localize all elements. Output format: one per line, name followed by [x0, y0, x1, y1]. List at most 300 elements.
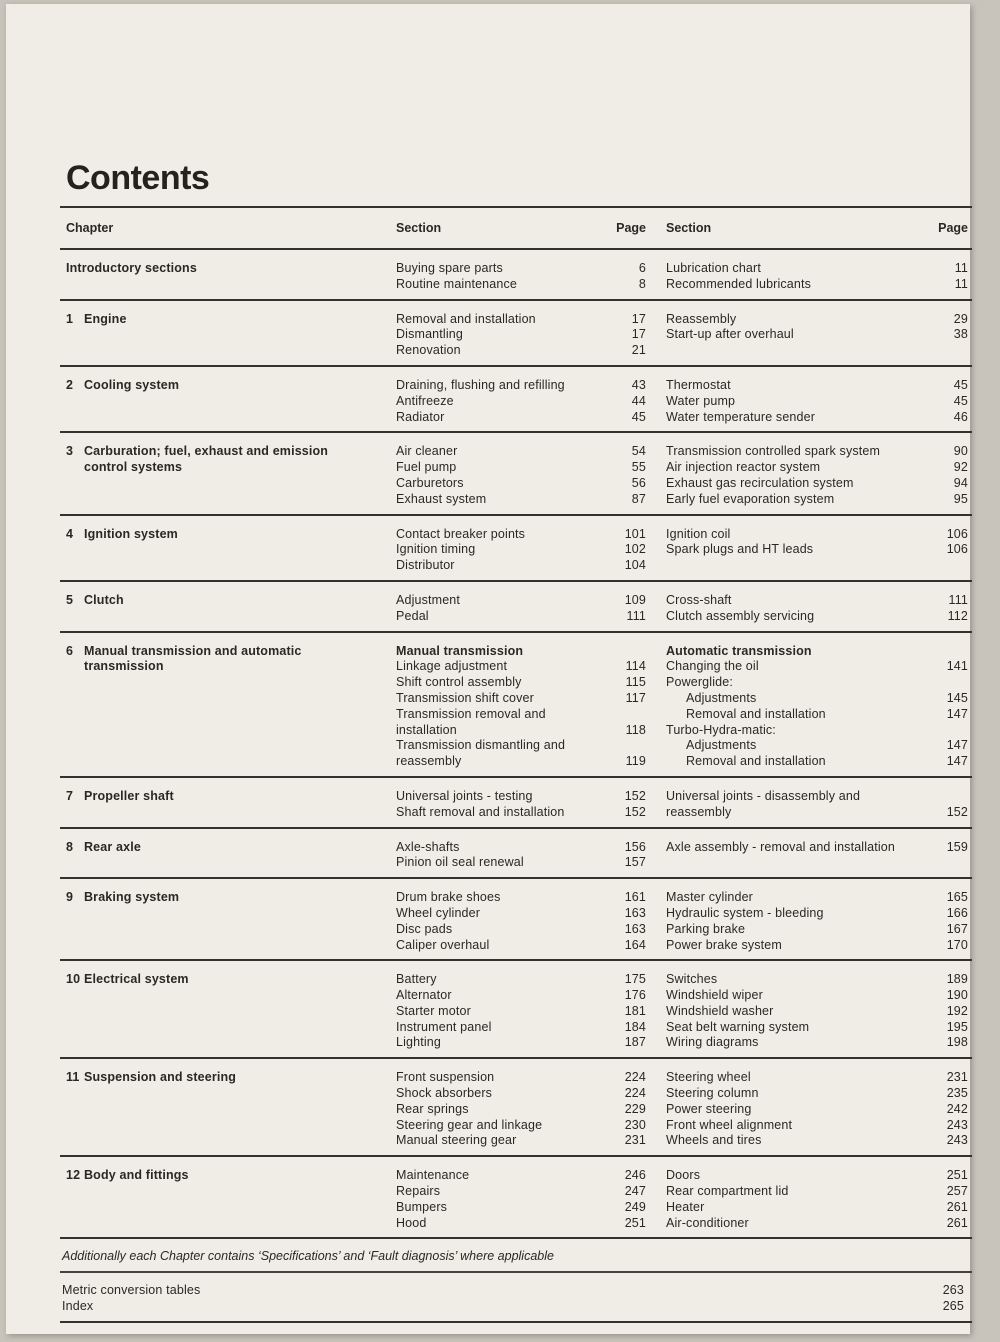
section-entry: Radiator [396, 409, 445, 424]
section-entry: Clutch assembly servicing [666, 608, 815, 623]
chapter-name-line [66, 312, 392, 328]
page-number: 249 [624, 1199, 646, 1214]
section-entry: Water pump [666, 393, 736, 408]
chapter-title [60, 593, 392, 625]
page-column-right [912, 378, 968, 425]
page-number: 115 [625, 675, 646, 690]
section-entry: Axle assembly - removal and installation [666, 839, 896, 854]
section-entry: Windshield wiper [666, 988, 763, 1003]
section-entry: Changing the oil [666, 659, 759, 674]
page-number: 192 [946, 1003, 968, 1018]
section-column-right [666, 972, 912, 1051]
section-entry: Lubrication chart [666, 261, 761, 275]
page-number: 94 [953, 475, 968, 490]
page-number [912, 558, 968, 574]
chapter-number: 1 [66, 311, 74, 326]
section-entry: Front wheel alignment [666, 1117, 793, 1132]
page-number: 231 [624, 1133, 646, 1148]
header-section-left: Section [396, 221, 442, 235]
chapter-name-line [66, 1168, 392, 1184]
chapter-name: Propeller shaft [84, 788, 174, 803]
section-entry: Removal and installation [396, 311, 536, 326]
document-page [6, 4, 970, 1334]
page-number: 247 [624, 1184, 646, 1199]
page-number: 114 [625, 659, 646, 674]
section-entry: Dismantling [396, 327, 463, 342]
end-matter-labels [60, 1283, 932, 1315]
chapter-name: Ignition system [84, 526, 178, 541]
page-number: 109 [624, 592, 646, 607]
page-number: 251 [624, 1215, 646, 1230]
chapter-name: Rear axle [84, 839, 141, 854]
chapter-title [60, 890, 392, 953]
section-entry: Heater [666, 1199, 705, 1214]
section-entry: Air injection reactor system [666, 460, 821, 475]
chapter-name-line [66, 972, 392, 988]
page-number: 242 [946, 1101, 968, 1116]
page-column-left [582, 312, 646, 359]
chapter-title [60, 1070, 392, 1149]
header-section-right: Section [666, 221, 712, 235]
page-column-right [912, 840, 968, 872]
page-number: 161 [624, 890, 646, 905]
chapter-title [60, 444, 392, 507]
section-entry: Early fuel evaporation system [666, 491, 835, 506]
chapter-name: Suspension and steering [84, 1070, 237, 1085]
section-entry: Steering gear and linkage [396, 1117, 543, 1132]
chapter-row [60, 1157, 972, 1237]
page-column-right [912, 1168, 968, 1231]
page-number [582, 738, 646, 754]
section-column-right [666, 378, 912, 425]
page-number: 187 [624, 1035, 646, 1050]
section-column-right [666, 1168, 912, 1231]
page-number: 45 [953, 377, 968, 392]
header-page-right: Page [938, 221, 968, 235]
page-number: 8 [638, 276, 646, 291]
section-entry: Alternator [396, 988, 452, 1003]
chapter-number: 6 [66, 643, 74, 658]
chapter-title [60, 378, 392, 425]
page-column-right [912, 1070, 968, 1149]
section-column-left [392, 593, 582, 625]
page-number: 11 [954, 261, 968, 275]
chapter-row [60, 961, 972, 1057]
section-entry: Water temperature sender [666, 409, 816, 424]
section-entry: Transmission dismantling and [396, 738, 566, 753]
chapter-number: 10 [66, 972, 81, 987]
page-number: 117 [625, 690, 646, 705]
page-number: 55 [631, 460, 646, 475]
section-entry: Ignition timing [396, 542, 476, 557]
page-number: 157 [624, 855, 646, 870]
page-number [912, 855, 968, 871]
chapter-title [60, 840, 392, 872]
section-entry: Wheels and tires [666, 1133, 762, 1148]
section-column-right [666, 789, 912, 821]
section-entry: Turbo-Hydra-matic: [666, 722, 776, 737]
chapter-number: 3 [66, 444, 74, 459]
page-number [912, 675, 968, 691]
page-number: 147 [946, 706, 968, 721]
page-column-right [912, 890, 968, 953]
page-number: 43 [631, 377, 646, 392]
page-column-left [582, 840, 646, 872]
section-entry: Doors [666, 1168, 701, 1183]
end-item-label: Index [62, 1298, 94, 1313]
page-number: 141 [946, 659, 968, 674]
page-number: 152 [624, 788, 646, 803]
page-number: 90 [953, 444, 968, 459]
section-entry: Rear springs [396, 1101, 469, 1116]
page-number: 101 [624, 526, 646, 541]
page-number: 17 [631, 327, 646, 342]
page-number: 111 [626, 608, 646, 623]
page-number: 92 [953, 460, 968, 475]
chapter-row [60, 778, 972, 827]
page-column-left [582, 890, 646, 953]
chapter-list [60, 250, 972, 1239]
section-column-left [392, 312, 582, 359]
page-number: 235 [946, 1086, 968, 1101]
contents-table [60, 206, 972, 1323]
section-entry: Exhaust gas recirculation system [666, 475, 854, 490]
section-entry: Maintenance [396, 1168, 470, 1183]
chapter-title [60, 789, 392, 821]
section-entry: Instrument panel [396, 1019, 492, 1034]
chapter-title [60, 527, 392, 574]
page-number: 230 [624, 1117, 646, 1132]
page-number: 11 [954, 276, 968, 291]
chapter-number: 7 [66, 788, 74, 803]
page-column-right [912, 593, 968, 625]
header-chapter: Chapter [66, 221, 114, 235]
page-number [582, 644, 646, 660]
section-column-right [666, 527, 912, 574]
end-item-page: 265 [942, 1298, 964, 1313]
chapter-name-line [66, 527, 392, 543]
chapter-name: transmission [84, 659, 164, 674]
section-entry: Caliper overhaul [396, 937, 490, 952]
page-number: 106 [946, 526, 968, 541]
section-entry: Shock absorbers [396, 1086, 493, 1101]
chapter-row [60, 582, 972, 631]
page-number: 147 [946, 754, 968, 769]
bottom-rule [60, 1321, 972, 1323]
chapter-name-line [66, 890, 392, 906]
page-number: 54 [631, 444, 646, 459]
section-entry: Front suspension [396, 1070, 495, 1085]
page-column-left [582, 644, 646, 770]
section-entry: Repairs [396, 1184, 441, 1199]
chapter-name-line [66, 1070, 392, 1086]
page-column-right [912, 312, 968, 359]
chapter-row [60, 433, 972, 513]
section-column-right [666, 1070, 912, 1149]
page-number: 181 [624, 1003, 646, 1018]
chapter-number: 4 [66, 526, 74, 541]
section-entry: Starter motor [396, 1003, 471, 1018]
section-entry: Automatic transmission [666, 643, 812, 658]
page-number: 145 [946, 690, 968, 705]
section-entry: Steering column [666, 1086, 759, 1101]
chapter-name: Body and fittings [84, 1168, 189, 1183]
section-column-left [392, 840, 582, 872]
page-number: 104 [624, 558, 646, 573]
chapter-number: 11 [66, 1070, 80, 1085]
section-column-left [392, 890, 582, 953]
page-number: 156 [624, 839, 646, 854]
section-column-left [392, 378, 582, 425]
section-entry: Draining, flushing and refilling [396, 377, 565, 392]
chapter-name-line [66, 593, 392, 609]
section-column-right [666, 593, 912, 625]
page-number: 246 [624, 1168, 646, 1183]
chapter-title [60, 644, 392, 770]
end-item-page: 263 [942, 1282, 964, 1297]
section-column-right [666, 840, 912, 872]
page-number: 224 [624, 1086, 646, 1101]
section-entry: Drum brake shoes [396, 890, 501, 905]
section-column-right [666, 312, 912, 359]
page-number: 164 [624, 937, 646, 952]
page-number: 163 [624, 905, 646, 920]
section-entry: Lighting [396, 1035, 441, 1050]
chapter-row [60, 1059, 972, 1155]
section-entry: Linkage adjustment [396, 659, 508, 674]
section-entry: Rear compartment lid [666, 1184, 789, 1199]
page-number: 38 [953, 327, 968, 342]
chapter-title [60, 972, 392, 1051]
page-number: 112 [947, 608, 968, 623]
chapter-name-line [66, 840, 392, 856]
section-column-right [666, 261, 912, 293]
section-column-left [392, 527, 582, 574]
section-column-left [392, 1070, 582, 1149]
chapter-row [60, 829, 972, 878]
page-number: 45 [953, 393, 968, 408]
page-number: 119 [625, 754, 646, 769]
page-number [912, 644, 968, 660]
chapter-name: control systems [84, 460, 183, 475]
page-number: 170 [946, 937, 968, 952]
page-number [582, 707, 646, 723]
section-entry: Renovation [396, 343, 461, 358]
chapter-number: 12 [66, 1168, 81, 1183]
section-entry: Air-conditioner [666, 1215, 749, 1230]
section-entry: Recommended lubricants [666, 276, 812, 291]
section-entry: Battery [396, 972, 437, 987]
section-entry: Parking brake [666, 921, 746, 936]
page-number: 198 [946, 1035, 968, 1050]
chapter-name-line [66, 378, 392, 394]
section-entry: Adjustments [686, 738, 757, 753]
chapter-name-line [66, 659, 392, 675]
section-entry: Spark plugs and HT leads [666, 542, 814, 557]
page-number [912, 343, 968, 359]
chapter-row [60, 516, 972, 580]
section-column-right [666, 890, 912, 953]
section-entry: Ignition coil [666, 526, 731, 541]
section-entry: Bumpers [396, 1199, 448, 1214]
page-column-left [582, 1168, 646, 1231]
chapter-row [60, 301, 972, 365]
table-header [60, 208, 972, 248]
chapter-number: 5 [66, 592, 74, 607]
section-column-left [392, 1168, 582, 1231]
page-column-right [912, 789, 968, 821]
page-column-left [582, 972, 646, 1051]
section-entry: Hood [396, 1215, 427, 1230]
chapter-number: 2 [66, 377, 74, 392]
section-entry: Seat belt warning system [666, 1019, 810, 1034]
page-number: 87 [631, 491, 646, 506]
section-entry: Switches [666, 972, 718, 987]
chapter-name: Electrical system [84, 972, 189, 987]
section-entry: Transmission removal and [396, 706, 546, 721]
section-column-left [392, 972, 582, 1051]
section-entry: Thermostat [666, 377, 731, 392]
chapter-name: Braking system [84, 890, 180, 905]
section-entry: Wheel cylinder [396, 905, 481, 920]
page-number: 243 [946, 1133, 968, 1148]
page-number: 176 [624, 988, 646, 1003]
page-number: 152 [624, 804, 646, 819]
section-entry: Disc pads [396, 921, 453, 936]
chapter-title [60, 312, 392, 359]
chapter-row [60, 367, 972, 431]
section-column-right [666, 444, 912, 507]
section-entry: Start-up after overhaul [666, 327, 794, 342]
page-number: 44 [631, 393, 646, 408]
page-number: 111 [948, 592, 968, 607]
page-number: 45 [631, 409, 646, 424]
page-column-right [912, 644, 968, 770]
page-number: 95 [953, 491, 968, 506]
page-number: 195 [946, 1019, 968, 1034]
page-number: 166 [946, 905, 968, 920]
end-item-label: Metric conversion tables [62, 1282, 201, 1297]
page-column-right [912, 444, 968, 507]
page-number: 46 [953, 409, 968, 424]
page-number [912, 723, 968, 739]
section-entry: Pinion oil seal renewal [396, 855, 524, 870]
chapter-row [60, 250, 972, 299]
chapter-name-line [66, 261, 392, 277]
section-column-left [392, 789, 582, 821]
section-entry: reassembly [396, 754, 462, 769]
page-number: 165 [946, 890, 968, 905]
page-number: 229 [624, 1101, 646, 1116]
section-entry: Universal joints - disassembly and [666, 788, 861, 803]
section-entry: Reassembly [666, 311, 737, 326]
page-number: 21 [631, 343, 646, 358]
footnote: Additionally each Chapter contains ‘Specifications’ and ‘Fault diagnosis’ where applicable [62, 1249, 554, 1264]
page-number: 102 [624, 542, 646, 557]
page-number: 189 [946, 972, 968, 987]
section-entry: Powerglide: [666, 675, 733, 690]
page-number [912, 789, 968, 805]
chapter-name-line [66, 444, 392, 460]
chapter-number: 9 [66, 890, 74, 905]
page-column-left [582, 1070, 646, 1149]
page-number: 251 [946, 1168, 968, 1183]
section-entry: Transmission controlled spark system [666, 444, 881, 459]
section-entry: Shift control assembly [396, 675, 522, 690]
chapter-name-line [66, 644, 392, 660]
section-column-left [392, 644, 582, 770]
chapter-row [60, 633, 972, 776]
section-column-right [666, 644, 912, 770]
page-number: 231 [946, 1070, 968, 1085]
header-page-left: Page [616, 221, 646, 235]
section-entry: Pedal [396, 608, 429, 623]
section-entry: Fuel pump [396, 460, 457, 475]
end-matter [60, 1273, 972, 1321]
page-column-left [582, 593, 646, 625]
end-matter-row [60, 1273, 972, 1321]
section-entry: Axle-shafts [396, 839, 460, 854]
page-number: 147 [946, 738, 968, 753]
section-entry: Cross-shaft [666, 592, 732, 607]
section-entry: reassembly [666, 804, 732, 819]
page-number: 243 [946, 1117, 968, 1132]
page-number: 159 [946, 839, 968, 854]
section-entry [666, 855, 912, 871]
section-entry: Adjustment [396, 592, 461, 607]
page-number: 261 [946, 1215, 968, 1230]
chapter-name: Engine [84, 311, 127, 326]
page-column-right [912, 527, 968, 574]
section-entry: Universal joints - testing [396, 788, 533, 803]
section-entry: Exhaust system [396, 491, 487, 506]
page-column-right [912, 261, 968, 293]
section-entry [666, 558, 912, 574]
section-entry: Contact breaker points [396, 526, 526, 541]
section-entry: Distributor [396, 558, 455, 573]
page-column-right [912, 972, 968, 1051]
page-column-left [582, 527, 646, 574]
section-entry: Shaft removal and installation [396, 804, 565, 819]
page-number: 175 [624, 972, 646, 987]
section-entry: Buying spare parts [396, 261, 503, 275]
chapter-name-line [66, 460, 392, 476]
page-number: 152 [946, 804, 968, 819]
end-matter-pages [932, 1283, 964, 1315]
chapter-name: Clutch [84, 592, 124, 607]
section-entry: installation [396, 722, 457, 737]
page-column-left [582, 378, 646, 425]
section-column-left [392, 261, 582, 293]
chapter-name: Introductory sections [66, 261, 197, 275]
page-number: 6 [638, 261, 646, 275]
chapter-number: 8 [66, 839, 74, 854]
section-entry: Hydraulic system - bleeding [666, 905, 824, 920]
section-entry: Wiring diagrams [666, 1035, 759, 1050]
section-entry: Removal and installation [686, 754, 826, 769]
chapter-name: Cooling system [84, 377, 180, 392]
section-entry: Antifreeze [396, 393, 454, 408]
page-number: 118 [625, 722, 646, 737]
chapter-title [60, 261, 392, 293]
page-column-left [582, 444, 646, 507]
page-column-left [582, 789, 646, 821]
page-title: Contents [66, 159, 210, 197]
section-entry: Removal and installation [686, 706, 826, 721]
section-entry: Master cylinder [666, 890, 753, 905]
page-number: 29 [953, 311, 968, 326]
section-entry: Manual transmission [396, 643, 524, 658]
